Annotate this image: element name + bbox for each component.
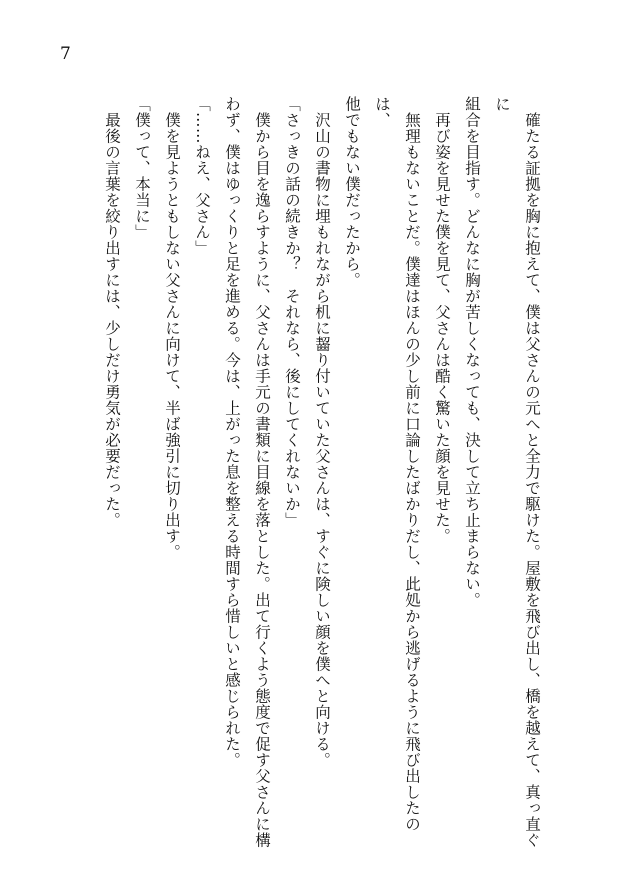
paragraph-line: 無理もないことだ。僕達はほんの少し前に口論したばかりだし、此処から逃げるように飛び出したのは、 — [373, 96, 421, 832]
body-text — [97, 96, 547, 856]
paragraph-line: 最後の言葉を絞り出すには、少しだけ勇気が必要だった。 — [103, 111, 121, 528]
paragraph-line: 確たる証拠を胸に抱えて、僕は父さんの元へと全力で駆けた。屋敷を飛び出し、橋を越えて、真っ直ぐに — [493, 96, 541, 848]
paragraph-line: 沢山の書物に埋もれながら机に齧り付いていた父さんは、すぐに険しい顔を僕へと向ける。 — [313, 111, 331, 768]
paragraph-line: わず、僕はゆっくりと足を進める。今は、上がった息を整える時間すら惜しいと感じられた。 — [223, 96, 241, 768]
page-number: 7 — [60, 44, 71, 64]
paragraph-line: 組合を目指す。どんなに胸が苦しくなっても、決して立ち止まらない。 — [463, 96, 481, 608]
paragraph-line: 僕から目を逸らすように、父さんは手元の書類に目線を落とした。出て行くよう態度で促す父さんに構 — [253, 111, 271, 848]
paragraph-line: 僕を見ようともしない父さんに向けて、半ば強引に切り出す。 — [163, 111, 181, 560]
dialogue-line: 「僕って、本当に」 — [133, 96, 151, 240]
paragraph-line: 他でもない僕だったから。 — [343, 96, 361, 288]
dialogue-line: 「さっきの話の続きか？ それなら、後にしてくれないか」 — [283, 96, 301, 528]
paragraph-line: 再び姿を見せた僕を見て、父さんは酷く驚いた顔を見せた。 — [433, 111, 451, 544]
dialogue-line: 「……ねえ、父さん」 — [193, 96, 211, 256]
